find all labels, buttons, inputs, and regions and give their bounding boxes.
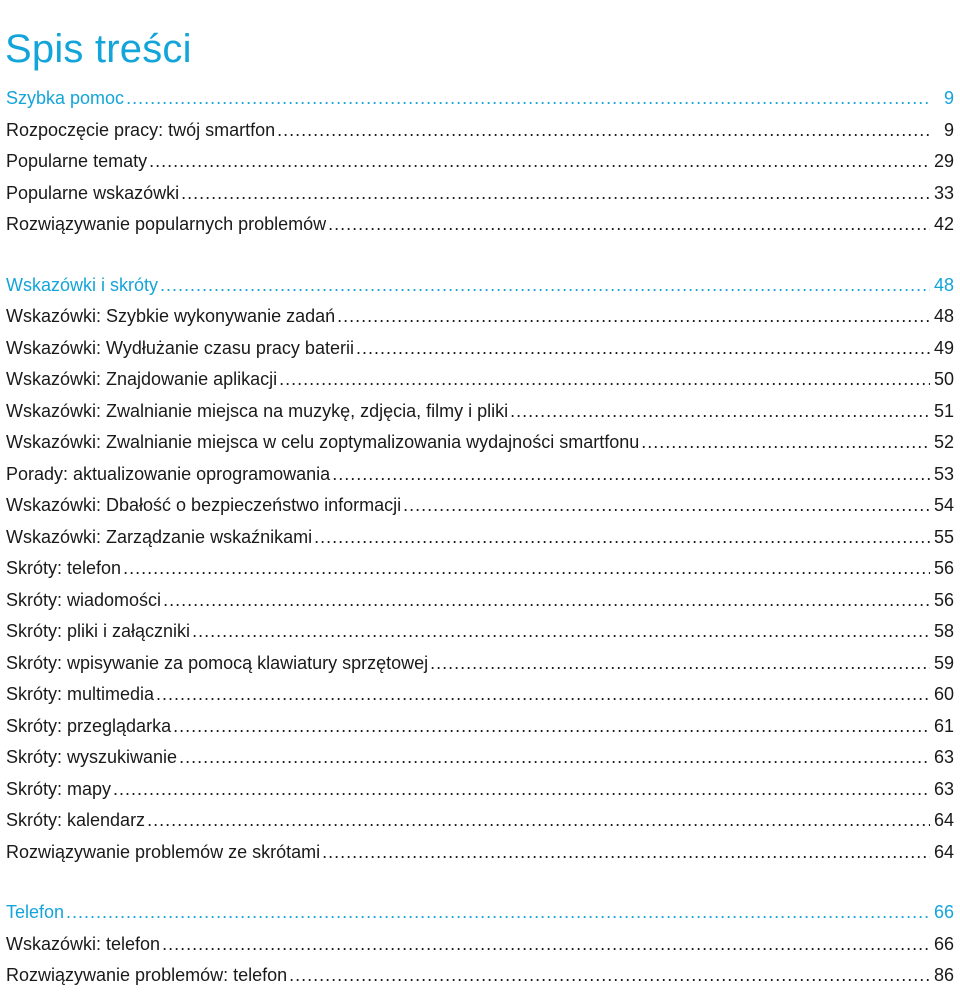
toc-entry-link[interactable]: [6, 711, 954, 743]
dot-leader: [332, 459, 930, 491]
dot-leader: [173, 711, 930, 743]
dot-leader: [337, 301, 930, 333]
dot-leader: [279, 364, 930, 396]
toc-entry-label: Porady: aktualizowanie oprogramowania: [6, 463, 331, 484]
toc-entry-link[interactable]: [6, 679, 954, 711]
dot-leader: [113, 774, 930, 806]
toc-entry-label: Skróty: mapy: [6, 778, 112, 799]
toc-page-number: 64: [933, 810, 954, 830]
toc-entry-link[interactable]: [6, 301, 954, 333]
toc-page-number: 50: [933, 369, 954, 389]
toc-entry-label: Rozwiązywanie problemów ze skrótami: [6, 841, 321, 862]
toc-entry-label: Skróty: wyszukiwanie: [6, 747, 178, 767]
dot-leader: [181, 178, 930, 210]
toc-page-number: 54: [933, 495, 954, 515]
toc-entry-label: Wskazówki: Dbałość o bezpieczeństwo informacji: [6, 495, 402, 515]
toc-page-number: 66: [933, 933, 954, 954]
toc-entry-link[interactable]: [6, 115, 954, 147]
toc-entry-link[interactable]: [6, 209, 954, 241]
toc-entry-link[interactable]: [6, 459, 954, 491]
dot-leader: [126, 83, 930, 115]
dot-leader: [322, 837, 930, 869]
toc-entry-link[interactable]: [6, 427, 954, 459]
toc-entry-link[interactable]: [6, 490, 954, 522]
toc-entry-link[interactable]: [6, 929, 954, 961]
toc-entry-link[interactable]: [6, 805, 954, 837]
toc-page-number: 48: [933, 306, 954, 326]
toc-page-number: 66: [933, 902, 954, 922]
toc-entry-link[interactable]: [6, 146, 954, 178]
toc-entry-link[interactable]: [6, 553, 954, 585]
toc-page-number: 86: [933, 965, 954, 985]
toc-entry-label: Rozpoczęcie pracy: twój smartfon: [6, 119, 276, 140]
page-title: Spis treści: [5, 26, 192, 71]
toc-page-number: 48: [933, 274, 954, 295]
toc-section: [6, 270, 954, 869]
toc-entry-link[interactable]: [6, 774, 954, 806]
toc-page-number: 49: [933, 337, 954, 358]
toc-entry-label: Popularne tematy: [6, 151, 148, 171]
toc-entry-label: Wskazówki i skróty: [6, 274, 159, 295]
toc-page-number: 29: [933, 151, 954, 171]
toc-entry-label: Skróty: kalendarz: [6, 810, 146, 830]
dot-leader: [403, 490, 930, 522]
toc-entry-label: Wskazówki: Zwalnianie miejsca w celu zoptymalizowania wydajności smartfonu: [6, 432, 640, 452]
toc-page-number: 59: [933, 652, 954, 673]
dot-leader: [123, 553, 930, 585]
toc-entry-label: Wskazówki: telefon: [6, 933, 161, 954]
toc-section-heading-link[interactable]: [6, 83, 954, 115]
toc-section-heading-link[interactable]: [6, 270, 954, 302]
dot-leader: [277, 115, 930, 147]
toc-entry-link[interactable]: [6, 178, 954, 210]
dot-leader: [641, 427, 930, 459]
dot-leader: [289, 960, 930, 992]
toc-page-number: 42: [933, 214, 954, 234]
toc-page-number: 52: [933, 432, 954, 452]
toc-page-number: 9: [943, 119, 954, 140]
toc-page-number: 55: [933, 526, 954, 547]
toc-entry-link[interactable]: [6, 522, 954, 554]
toc-entry-link[interactable]: [6, 960, 954, 992]
toc-page-number: 60: [933, 684, 954, 704]
toc-entry-label: Wskazówki: Zwalnianie miejsca na muzykę, zdjęcia, filmy i pliki: [6, 400, 509, 421]
toc-page-number: 58: [933, 621, 954, 641]
dot-leader: [356, 333, 930, 365]
toc-entry-label: Skróty: wiadomości: [6, 589, 162, 610]
dot-leader: [314, 522, 930, 554]
toc-section: [6, 83, 954, 241]
dot-leader: [192, 616, 930, 648]
dot-leader: [147, 805, 930, 837]
dot-leader: [163, 585, 930, 617]
toc-page-number: 63: [933, 778, 954, 799]
toc-entry-link[interactable]: [6, 333, 954, 365]
table-of-contents: [6, 83, 954, 992]
toc-entry-label: Wskazówki: Wydłużanie czasu pracy baterii: [6, 337, 354, 358]
toc-entry-label: Wskazówki: Znajdowanie aplikacji: [6, 369, 278, 389]
toc-entry-label: Rozwiązywanie problemów: telefon: [6, 965, 288, 985]
toc-entry-label: Skróty: telefon: [6, 558, 122, 578]
dot-leader: [160, 270, 930, 302]
toc-entry-label: Skróty: wpisywanie za pomocą klawiatury sprzętowej: [6, 652, 429, 673]
toc-entry-link[interactable]: [6, 616, 954, 648]
dot-leader: [149, 146, 930, 178]
dot-leader: [66, 897, 930, 929]
toc-page-number: 61: [933, 715, 954, 736]
dot-leader: [156, 679, 930, 711]
toc-entry-label: Popularne wskazówki: [6, 182, 180, 203]
dot-leader: [179, 742, 930, 774]
toc-entry-link[interactable]: [6, 585, 954, 617]
toc-page-number: 51: [933, 400, 954, 421]
toc-page-number: 53: [933, 463, 954, 484]
toc-entry-label: Rozwiązywanie popularnych problemów: [6, 214, 327, 234]
toc-section-heading-link[interactable]: [6, 897, 954, 929]
toc-entry-link[interactable]: [6, 364, 954, 396]
toc-section: [6, 897, 954, 992]
toc-page-number: 56: [933, 589, 954, 610]
toc-entry-label: Wskazówki: Zarządzanie wskaźnikami: [6, 526, 313, 547]
dot-leader: [328, 209, 930, 241]
toc-entry-label: Skróty: pliki i załączniki: [6, 621, 191, 641]
toc-page-number: 33: [933, 182, 954, 203]
dot-leader: [162, 929, 930, 961]
dot-leader: [510, 396, 930, 428]
toc-entry-link[interactable]: [6, 396, 954, 428]
toc-entry-label: Szybka pomoc: [6, 88, 125, 108]
toc-entry-link[interactable]: [6, 648, 954, 680]
toc-entry-label: Skróty: przeglądarka: [6, 715, 172, 736]
toc-page-number: 64: [933, 841, 954, 862]
toc-entry-label: Telefon: [6, 902, 65, 922]
toc-page-number: 9: [943, 88, 954, 108]
dot-leader: [430, 648, 930, 680]
toc-page-number: 63: [933, 747, 954, 767]
toc-entry-label: Wskazówki: Szybkie wykonywanie zadań: [6, 306, 336, 326]
toc-entry-label: Skróty: multimedia: [6, 684, 155, 704]
toc-page-number: 56: [933, 558, 954, 578]
toc-entry-link[interactable]: [6, 742, 954, 774]
toc-entry-link[interactable]: [6, 837, 954, 869]
